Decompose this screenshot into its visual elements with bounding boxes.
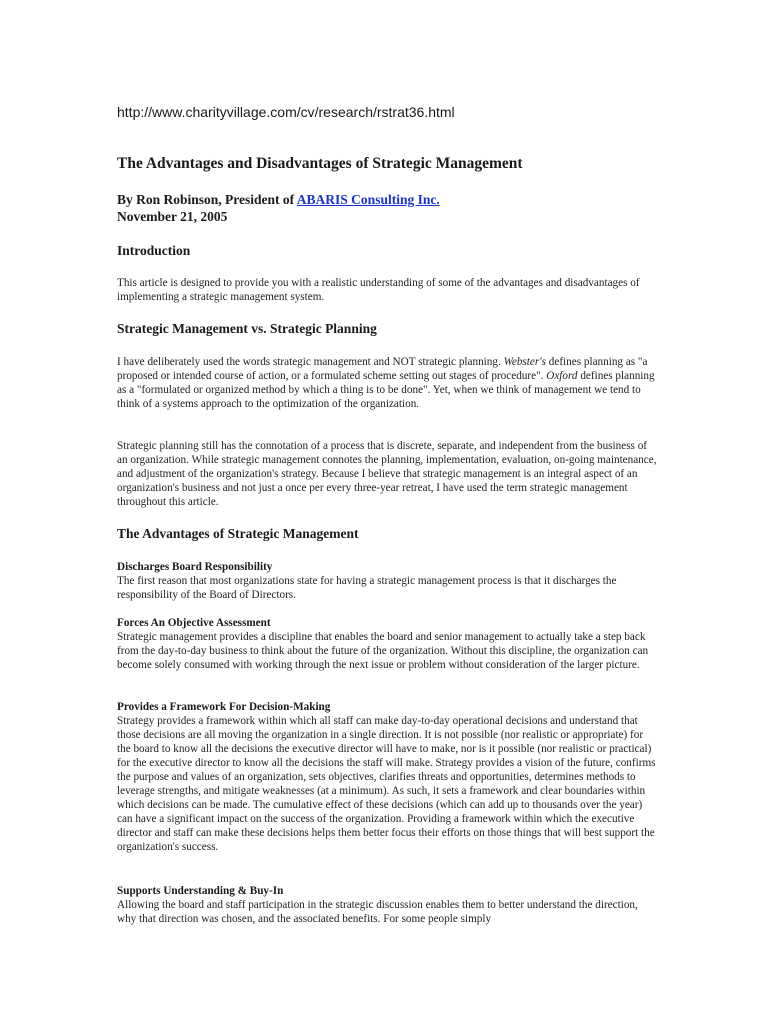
publish-date: November 21, 2005	[117, 209, 228, 224]
introduction-heading: Introduction	[117, 243, 191, 258]
introduction-text: This article is designed to provide you with a realistic understanding of some of the advantages and disadvantages of implementing a strategic management system.	[117, 277, 640, 303]
source-url: http://www.charityvillage.com/cv/research/rstrat36.html	[117, 104, 455, 120]
advantage-text: The first reason that most organizations state for having a strategic management process is that it discharges the responsibility of the Board of Directors.	[117, 575, 617, 601]
byline-author: By Ron Robinson, President of	[117, 192, 297, 207]
sm-vs-sp-paragraph-2: Strategic planning still has the connotation of a process that is discrete, separate, and independent from the business of an organization. While strategic management connotes the planning, implementation, evaluation, on-going maintenance, and adjustment of the organization's strategy. Because I believe that strategic management is an integral aspect of an organization's business and not just a once per every three-year retreat, I have used the term strategic management throughout this article.	[117, 440, 657, 508]
advantage-text: Allowing the board and staff participation in the strategic discussion enables them to better understand the direction, why that direction was chosen, and the associated benefits. For some people simply	[117, 899, 638, 925]
advantages-heading: The Advantages of Strategic Management	[117, 526, 359, 541]
byline	[117, 191, 440, 225]
advantage-title: Forces An Objective Assessment	[117, 617, 271, 629]
section-heading-sm-vs-sp: Strategic Management vs. Strategic Planning	[117, 321, 377, 336]
advantage-title: Discharges Board Responsibility	[117, 561, 273, 573]
advantage-text: Strategy provides a framework within which all staff can make day-to-day operational decisions and understand that those decisions are all moving the organization in a single direction. It is not possible (nor realistic or appropriate) for the board to know all the decisions the executive director will have to make, nor is it possible (nor realistic or practical) for the executive director to know all the decisions the staff will make. Strategy provides a vision of the future, confirms the purpose and values of an organization, sets objectives, clarifies threats and opportunities, determines methods to leverage strengths, and mitigate weaknesses (at a minimum). As such, it sets a framework and clear boundaries within which decisions can be made. The cumulative effect of these decisions (which can add up to thousands over the year) can have a significant impact on the success of the organization. Providing a framework within which the executive director and staff can make these decisions helps them better focus their efforts on those things that will best support the organization's success.	[117, 715, 656, 853]
company-link[interactable]: ABARIS Consulting Inc.	[296, 192, 440, 207]
advantage-title: Provides a Framework For Decision-Making	[117, 701, 331, 713]
advantage-title: Supports Understanding & Buy-In	[117, 885, 284, 897]
advantage-text: Strategic management provides a discipline that enables the board and senior management to actually take a step back from the day-to-day business to think about the future of the organization. Without this discipline, the organization can become solely consumed with working through the next issue or problem without consideration of the larger picture.	[117, 631, 649, 671]
page-title: The Advantages and Disadvantages of Strategic Management	[117, 155, 523, 172]
sm-vs-sp-paragraph-1: I have deliberately used the words strategic management and NOT strategic planning. Webster's defines planning as "a proposed or intended course of action, or a formulated scheme setting out stages of procedure". Oxford defines planning as a "formulated or organized method by which a thing is to be done". Yet, when we think of management we tend to think of a systems approach to the optimization of the organization.	[117, 356, 655, 410]
